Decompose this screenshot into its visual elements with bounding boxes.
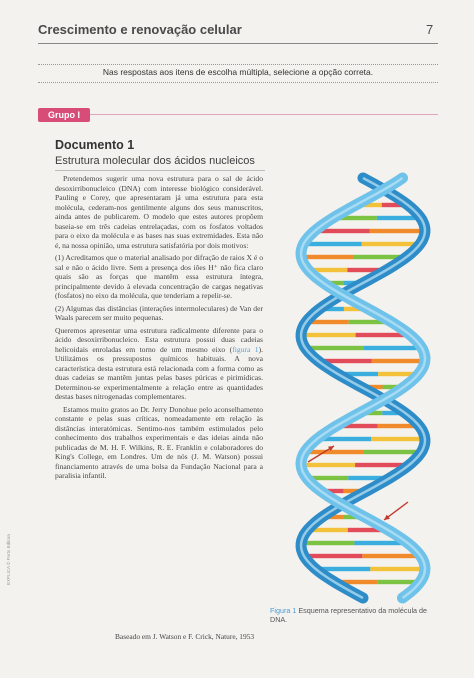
figure-caption-text: Esquema representativo da molécula de DNA.: [270, 606, 428, 624]
document-title: Documento 1: [55, 138, 135, 152]
page-number: 7: [426, 22, 434, 37]
base-pair-half: [304, 242, 362, 246]
document-body: [55, 174, 263, 484]
base-pair-half: [305, 450, 363, 454]
base-pair-half: [364, 346, 422, 350]
paragraph-new-structure: [55, 326, 263, 402]
base-pair-half: [362, 554, 420, 558]
figure-caption-label: Figura 1: [270, 606, 297, 615]
new-structure-text-b: ). Utilizámos os pressupostos químicos habituais. A nova característica desta estrutura está relacionada com a forma como as duas cadeias se mantêm juntas pelas bases púricas e pirimídicas. Determinou-se experimentalmente a relação entre as quantidades destas bases nitrogenadas complementares.: [55, 344, 263, 401]
paragraph-reason-1: (1) Acreditamos que o material analisado por difração de raios X é o sal e não o ácido livre. Sem a presença dos iões H⁺ não fica claro quais são as forças que mantêm essa estrutura íntegra, principalmente devido à elevada concentração de cargas negativas (fosfatos) no eixo da molécula, que tenderiam a repelir-se.: [55, 253, 263, 300]
base-pair-half: [305, 346, 363, 350]
header-rule: [38, 43, 438, 44]
base-pair-half: [301, 333, 356, 337]
document-subtitle: Estrutura molecular dos ácidos nucleicos: [55, 155, 255, 167]
instructions-rule-top: [38, 64, 438, 65]
base-pair-half: [372, 359, 425, 363]
group-divider: [90, 114, 438, 115]
figure-caption: [270, 606, 430, 624]
base-pair-half: [363, 450, 421, 454]
base-pair-half: [371, 437, 425, 441]
group-badge: Grupo I: [38, 108, 90, 122]
base-pair-half: [301, 255, 354, 259]
source-citation: Baseado em J. Watson e F. Crick, Nature, 1953: [115, 632, 255, 641]
instructions-rule-bottom: [38, 82, 438, 83]
page-header: [38, 22, 438, 44]
new-structure-text-a: Queremos apresentar uma estrutura radicalmente diferente para o ácido desoxirribonucleico. Esta estrutura possui duas cadeias helicoidais enroladas em torno de um mesmo eixo (: [55, 325, 263, 354]
subtitle-underline: [55, 170, 265, 171]
paragraph-intro: Pretendemos sugerir uma nova estrutura para o sal de ácido desoxirribonucleico (DNA) com interesse biológico considerável. Pauling e Corey, que apresentaram já uma estrutura para esta molécula, cederam-nos gentilmente alguns dos seus manuscritos, ainda antes de publicarem. O modelo que estes autores propõem baseia-se em três cadeias entrelaçadas, com os fosfatos voltados para o eixo da molécula e as bases nas suas extremidades. Esta não é, na nossa opinião, uma estrutura satisfatória por dois motivos:: [55, 174, 263, 250]
base-pair-half: [304, 554, 362, 558]
dna-helix-illustration: [268, 170, 448, 605]
side-credit: EXPLICA © Porto Editora: [6, 534, 11, 585]
figure-reference-link[interactable]: figura 1: [232, 344, 259, 354]
base-pair-half: [370, 567, 425, 571]
paragraph-reason-2: (2) Algumas das distâncias (interações intermoleculares) de Van der Waals parecem ser muito pequenas.: [55, 303, 263, 322]
dna-figure: [268, 170, 448, 605]
chapter-title: Crescimento e renovação celular: [38, 22, 242, 37]
paragraph-acknowledgements: Estamos muito gratos ao Dr. Jerry Donohue pelo aconselhamento constante e pelas suas críticas, nomeadamente em relação às distâncias interatómicas. Sentimo-nos também estimulados pelo conhecimento dos trabalhos experimentais e das ideias ainda não publicadas de M. H. F. Wilkins, R. E. Franklin e colaboradores do King's College, em Londres. Um de nós (J. M. Watson) possui financiamento através de uma bolsa da Fundação Nacional para a paralisia infantil.: [55, 404, 263, 480]
base-pair-half: [370, 229, 425, 233]
instructions-text: Nas respostas aos itens de escolha múltipla, selecione a opção correta.: [102, 67, 374, 77]
base-pair-half: [301, 463, 355, 467]
base-pair-half: [301, 541, 354, 545]
base-pair-half: [362, 242, 420, 246]
